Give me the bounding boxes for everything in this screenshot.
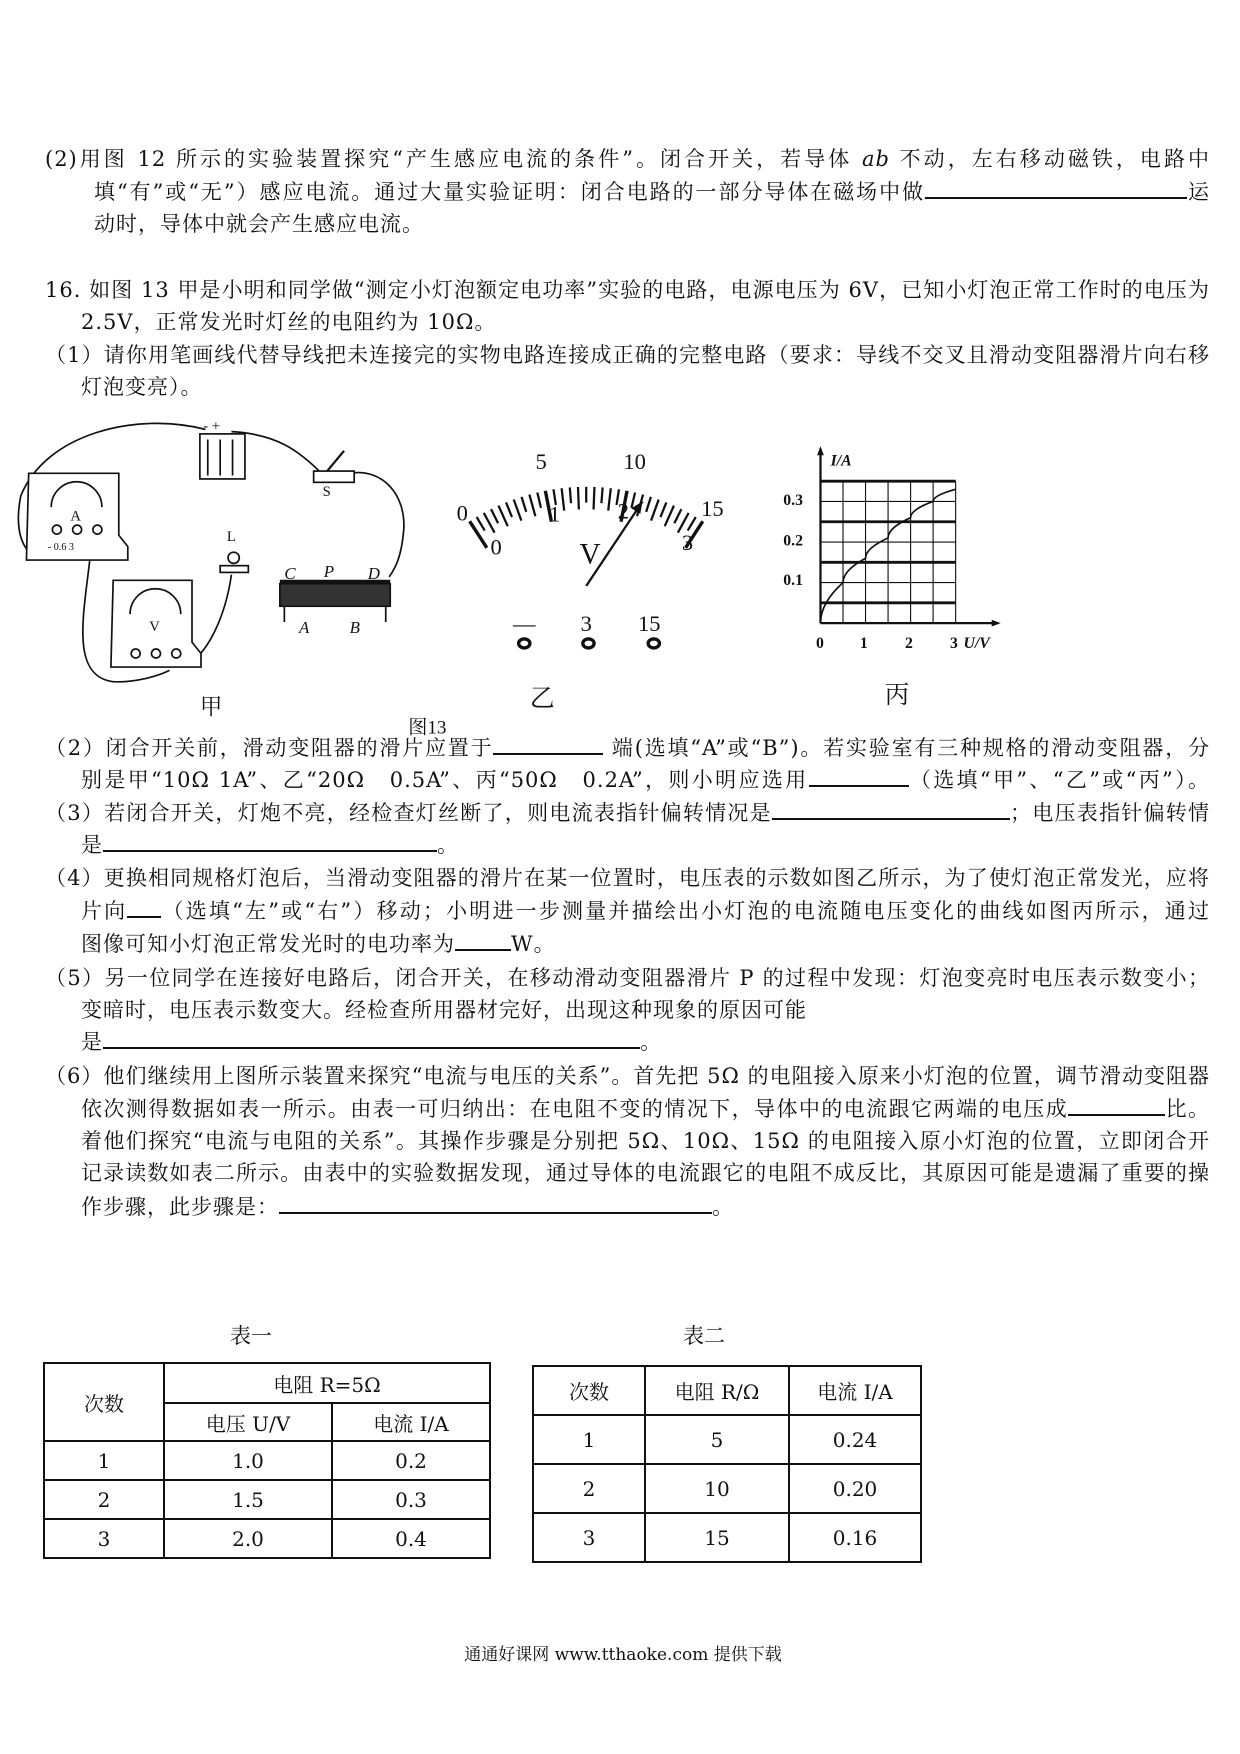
dial-tick xyxy=(608,488,611,510)
figure-13 xyxy=(0,417,1240,738)
x-tick: 3 xyxy=(950,634,958,652)
q16-2-line1 xyxy=(45,733,1210,763)
text: （2）闭合开关前，滑动变阻器的滑片应置于 xyxy=(45,736,494,760)
text: 。 xyxy=(437,833,459,857)
header-current: 电流 I/A xyxy=(789,1366,921,1415)
switch-label: S xyxy=(322,483,331,500)
q16-5-line3 xyxy=(81,1027,662,1057)
battery-label: - + xyxy=(203,418,221,435)
dial-tick xyxy=(631,492,635,507)
text: 作步骤，此步骤是： xyxy=(81,1195,279,1219)
terminal-3-label: 3 xyxy=(580,611,592,636)
table2-caption: 表二 xyxy=(683,1324,725,1348)
cell: 1.5 xyxy=(164,1480,332,1519)
dial-tick xyxy=(477,517,485,531)
battery xyxy=(200,434,245,479)
text: 图像可知小灯泡正常发光时的电功率为 xyxy=(81,932,455,956)
q16-3-line2 xyxy=(81,830,459,860)
q16-stem-line2: 2.5V，正常发光时灯丝的电阻约为 10Ω。 xyxy=(81,310,497,334)
scale-bottom-0: 0 xyxy=(490,534,502,560)
q16-stem-line1: 16. 如图 13 甲是小明和同学做“测定小灯泡额定电功率”实验的电路，电源电压为 6V，已知小灯泡正常工作时的电压为 xyxy=(45,278,1210,302)
text: （选填“甲”、“乙”或“丙”）。 xyxy=(908,768,1210,792)
cell: 2 xyxy=(44,1480,164,1519)
y-tick: 0.2 xyxy=(783,532,804,550)
scale-top-5: 5 xyxy=(535,448,547,474)
terminal-15-label: 15 xyxy=(638,611,661,636)
scale-top-10: 10 xyxy=(623,448,646,474)
answer-blank[interactable] xyxy=(1068,1094,1165,1116)
dial-tick xyxy=(537,492,541,507)
dial-tick xyxy=(674,509,681,523)
q16-4-line1: （4）更换相同规格灯泡后，当滑动变阻器的滑片在某一位置时，电压表的示数如图乙所示，为了使灯泡正常发光，应将 xyxy=(45,866,1210,890)
q16-4-line2 xyxy=(81,896,1210,926)
cell: 0.20 xyxy=(789,1464,921,1513)
q15-2-line3: 动时，导体中就会产生感应电流。 xyxy=(94,212,424,236)
table2 xyxy=(532,1365,922,1563)
y-axis-label: I/A xyxy=(830,452,852,470)
q16-3-line1 xyxy=(45,798,1210,828)
x-tick: 1 xyxy=(859,634,868,652)
cell: 1.0 xyxy=(164,1441,332,1480)
header-current: 电流 I/A xyxy=(332,1403,490,1441)
lamp-label: L xyxy=(226,528,236,545)
answer-blank[interactable] xyxy=(127,896,161,918)
rheostat-p: P xyxy=(323,561,335,581)
dial-tick xyxy=(514,499,522,520)
y-tick: 0.3 xyxy=(783,491,804,509)
label-yi: 乙 xyxy=(529,685,555,713)
cell: 1 xyxy=(533,1415,645,1464)
answer-blank[interactable] xyxy=(103,1027,640,1049)
text: 运 xyxy=(1187,180,1210,204)
scale-bottom-1: 1 xyxy=(549,501,561,527)
dial-tick xyxy=(646,497,651,512)
text: W。 xyxy=(511,932,556,956)
cell: 0.16 xyxy=(789,1513,921,1562)
cell: 0.24 xyxy=(789,1415,921,1464)
q16-6-line4: 记录读数如表二所示。由表中的实验数据发现，通过导体的电流跟它的电阻不成反比，其原因可能是遗漏了重要的操 xyxy=(81,1161,1210,1185)
dial-tick xyxy=(651,499,659,520)
x-axis-label: U/V xyxy=(963,634,990,652)
q16-6-line5 xyxy=(81,1192,734,1222)
q15-2-line1 xyxy=(45,144,1210,174)
x-tick: 2 xyxy=(904,634,913,652)
dial-tick xyxy=(688,517,696,531)
dial-tick xyxy=(660,502,666,517)
dial-tick xyxy=(578,487,579,510)
dial-tick xyxy=(594,487,595,510)
cell: 2.0 xyxy=(164,1519,332,1558)
wire xyxy=(350,473,404,577)
rheostat-a: A xyxy=(299,618,310,638)
footer: 通通好课网 www.tthaoke.com 提供下载 xyxy=(464,1645,782,1665)
text: （3）若闭合开关，灯炮不亮，经检查灯丝断了，则电流表指针偏转情况是 xyxy=(45,801,772,825)
text: （选填“左”或“右”）移动；小明进一步测量并描绘出小灯泡的电流随电压变化的曲线如图丙所示，通过 xyxy=(161,899,1210,923)
text: ab xyxy=(861,147,890,171)
q16-1-line1: （1）请你用笔画线代替导线把未连接完的实物电路连接成正确的完整电路（要求：导线不交叉且滑动变阻器滑片向右移 xyxy=(45,343,1210,367)
table-row xyxy=(44,1480,490,1519)
rheostat-b: B xyxy=(349,618,360,638)
answer-blank[interactable] xyxy=(103,830,437,852)
text: 不动，左右移动磁铁，电路中 xyxy=(889,147,1210,171)
header-voltage: 电压 U/V xyxy=(164,1403,332,1441)
cell: 3 xyxy=(44,1519,164,1558)
text: 片向 xyxy=(81,899,128,923)
cell: 2 xyxy=(533,1464,645,1513)
q16-2-line2 xyxy=(81,765,1210,795)
header-count: 次数 xyxy=(44,1363,164,1441)
switch xyxy=(314,471,355,482)
text: 端(选填“A”或“B”)。若实验室有三种规格的滑动变阻器，分 xyxy=(603,736,1210,760)
text: (2)用图 12 所示的实验装置探究“产生感应电流的条件”。闭合开关，若导体 xyxy=(45,147,862,171)
cell: 0.3 xyxy=(332,1480,490,1519)
x-axis-arrow xyxy=(992,620,1001,627)
cell: 0.4 xyxy=(332,1519,490,1558)
text: ；电压表指针偏转情 xyxy=(1009,801,1210,825)
terminal-15 xyxy=(648,639,659,648)
dial-tick xyxy=(562,488,565,510)
text: 。 xyxy=(712,1195,734,1219)
scale-bottom-2: 2 xyxy=(617,498,630,524)
dial-tick xyxy=(522,497,527,512)
scale-bottom-3: 3 xyxy=(681,529,694,555)
chart-bing xyxy=(817,446,1001,626)
header-resistance: 电阻 R/Ω xyxy=(645,1366,789,1415)
ammeter-terminals: - 0.6 3 xyxy=(47,541,74,553)
table1-caption: 表一 xyxy=(230,1324,272,1348)
terminal-minus-label: — xyxy=(513,611,536,636)
terminal-minus xyxy=(519,639,530,648)
y-axis-arrow xyxy=(817,446,824,455)
text: 填“有”或“无”）感应电流。通过大量实验证明：闭合电路的一部分导体在磁场中做 xyxy=(94,180,926,204)
answer-blank[interactable] xyxy=(809,765,909,787)
terminal-3 xyxy=(583,639,594,648)
cell: 0.2 xyxy=(332,1441,490,1480)
rheostat xyxy=(280,584,390,607)
rheostat-d: D xyxy=(367,564,380,584)
unit-v: V xyxy=(579,538,601,571)
answer-blank[interactable] xyxy=(925,177,1187,199)
answer-blank[interactable] xyxy=(279,1192,712,1214)
y-tick: 0.1 xyxy=(783,571,804,589)
table1 xyxy=(43,1362,491,1559)
answer-blank[interactable] xyxy=(455,929,511,951)
text: 。 xyxy=(640,1030,662,1054)
cell: 5 xyxy=(645,1415,789,1464)
q16-4-line3 xyxy=(81,929,556,959)
cell: 3 xyxy=(533,1513,645,1562)
cell: 1 xyxy=(44,1441,164,1480)
lamp-holder xyxy=(220,566,248,573)
dial-tick xyxy=(506,502,512,517)
table-row xyxy=(44,1519,490,1558)
text: 别是甲“10Ω 1A”、乙“20Ω 0.5A”、丙“50Ω 0.2A”，则小明应选用 xyxy=(81,768,809,792)
dial-tick xyxy=(491,509,498,523)
cell: 15 xyxy=(645,1513,789,1562)
dial-tick xyxy=(529,495,535,517)
q16-5-line2: 变暗时，电压表示数变大。经检查所用器材完好，出现这种现象的原因可能 xyxy=(81,998,807,1022)
dial-tick xyxy=(601,487,602,503)
answer-blank[interactable] xyxy=(493,733,603,755)
label-bing: 丙 xyxy=(884,682,910,710)
ammeter-label: A xyxy=(70,508,81,525)
q16-6-line2 xyxy=(81,1094,1210,1124)
text: 比。 xyxy=(1165,1097,1210,1121)
voltmeter-dial-yi xyxy=(457,449,724,713)
circuit-jia xyxy=(18,423,404,681)
q16-1-line2: 灯泡变亮）。 xyxy=(81,375,203,399)
figure-caption: 图13 xyxy=(408,717,447,738)
rheostat-c: C xyxy=(284,564,296,584)
text: 是 xyxy=(81,1030,103,1054)
x-tick: 0 xyxy=(815,634,824,652)
table-row xyxy=(533,1464,921,1513)
text: 依次测得数据如表一所示。由表一可归纳出：在电阻不变的情况下，导体中的电流跟它两端的电压成 xyxy=(81,1097,1069,1121)
voltmeter-label: V xyxy=(149,619,160,636)
header-group: 电阻 R=5Ω xyxy=(164,1363,490,1403)
q16-5-line1: （5）另一位同学在连接好电路后，闭合开关，在移动滑动变阻器滑片 P 的过程中发现：灯泡变亮时电压表示数变小； xyxy=(45,966,1210,990)
table-row xyxy=(44,1441,490,1480)
cell: 10 xyxy=(645,1464,789,1513)
scale-top-15: 15 xyxy=(701,496,724,522)
lamp xyxy=(228,552,239,563)
dial-tick xyxy=(470,521,487,547)
q16-6-line1: （6）他们继续用上图所示装置来探究“电流与电压的关系”。首先把 5Ω 的电阻接入原来小灯泡的位置，调节滑动变阻器 xyxy=(45,1064,1210,1088)
label-jia: 甲 xyxy=(199,694,223,720)
text: 是 xyxy=(81,833,103,857)
header-count: 次数 xyxy=(533,1366,645,1415)
answer-blank[interactable] xyxy=(772,798,1010,820)
table-row xyxy=(533,1415,921,1464)
scale-top-0: 0 xyxy=(456,500,468,526)
dial-tick xyxy=(498,506,507,527)
table-row xyxy=(533,1513,921,1562)
q16-6-line3: 着他们探究“电流与电阻的关系”。其操作步骤是分别把 5Ω、10Ω、15Ω 的电阻接入原小灯泡的位置，立即闭合开 xyxy=(81,1129,1210,1153)
dial-tick xyxy=(665,506,674,527)
dial-tick xyxy=(570,487,571,503)
q15-2-line2 xyxy=(94,177,1210,207)
